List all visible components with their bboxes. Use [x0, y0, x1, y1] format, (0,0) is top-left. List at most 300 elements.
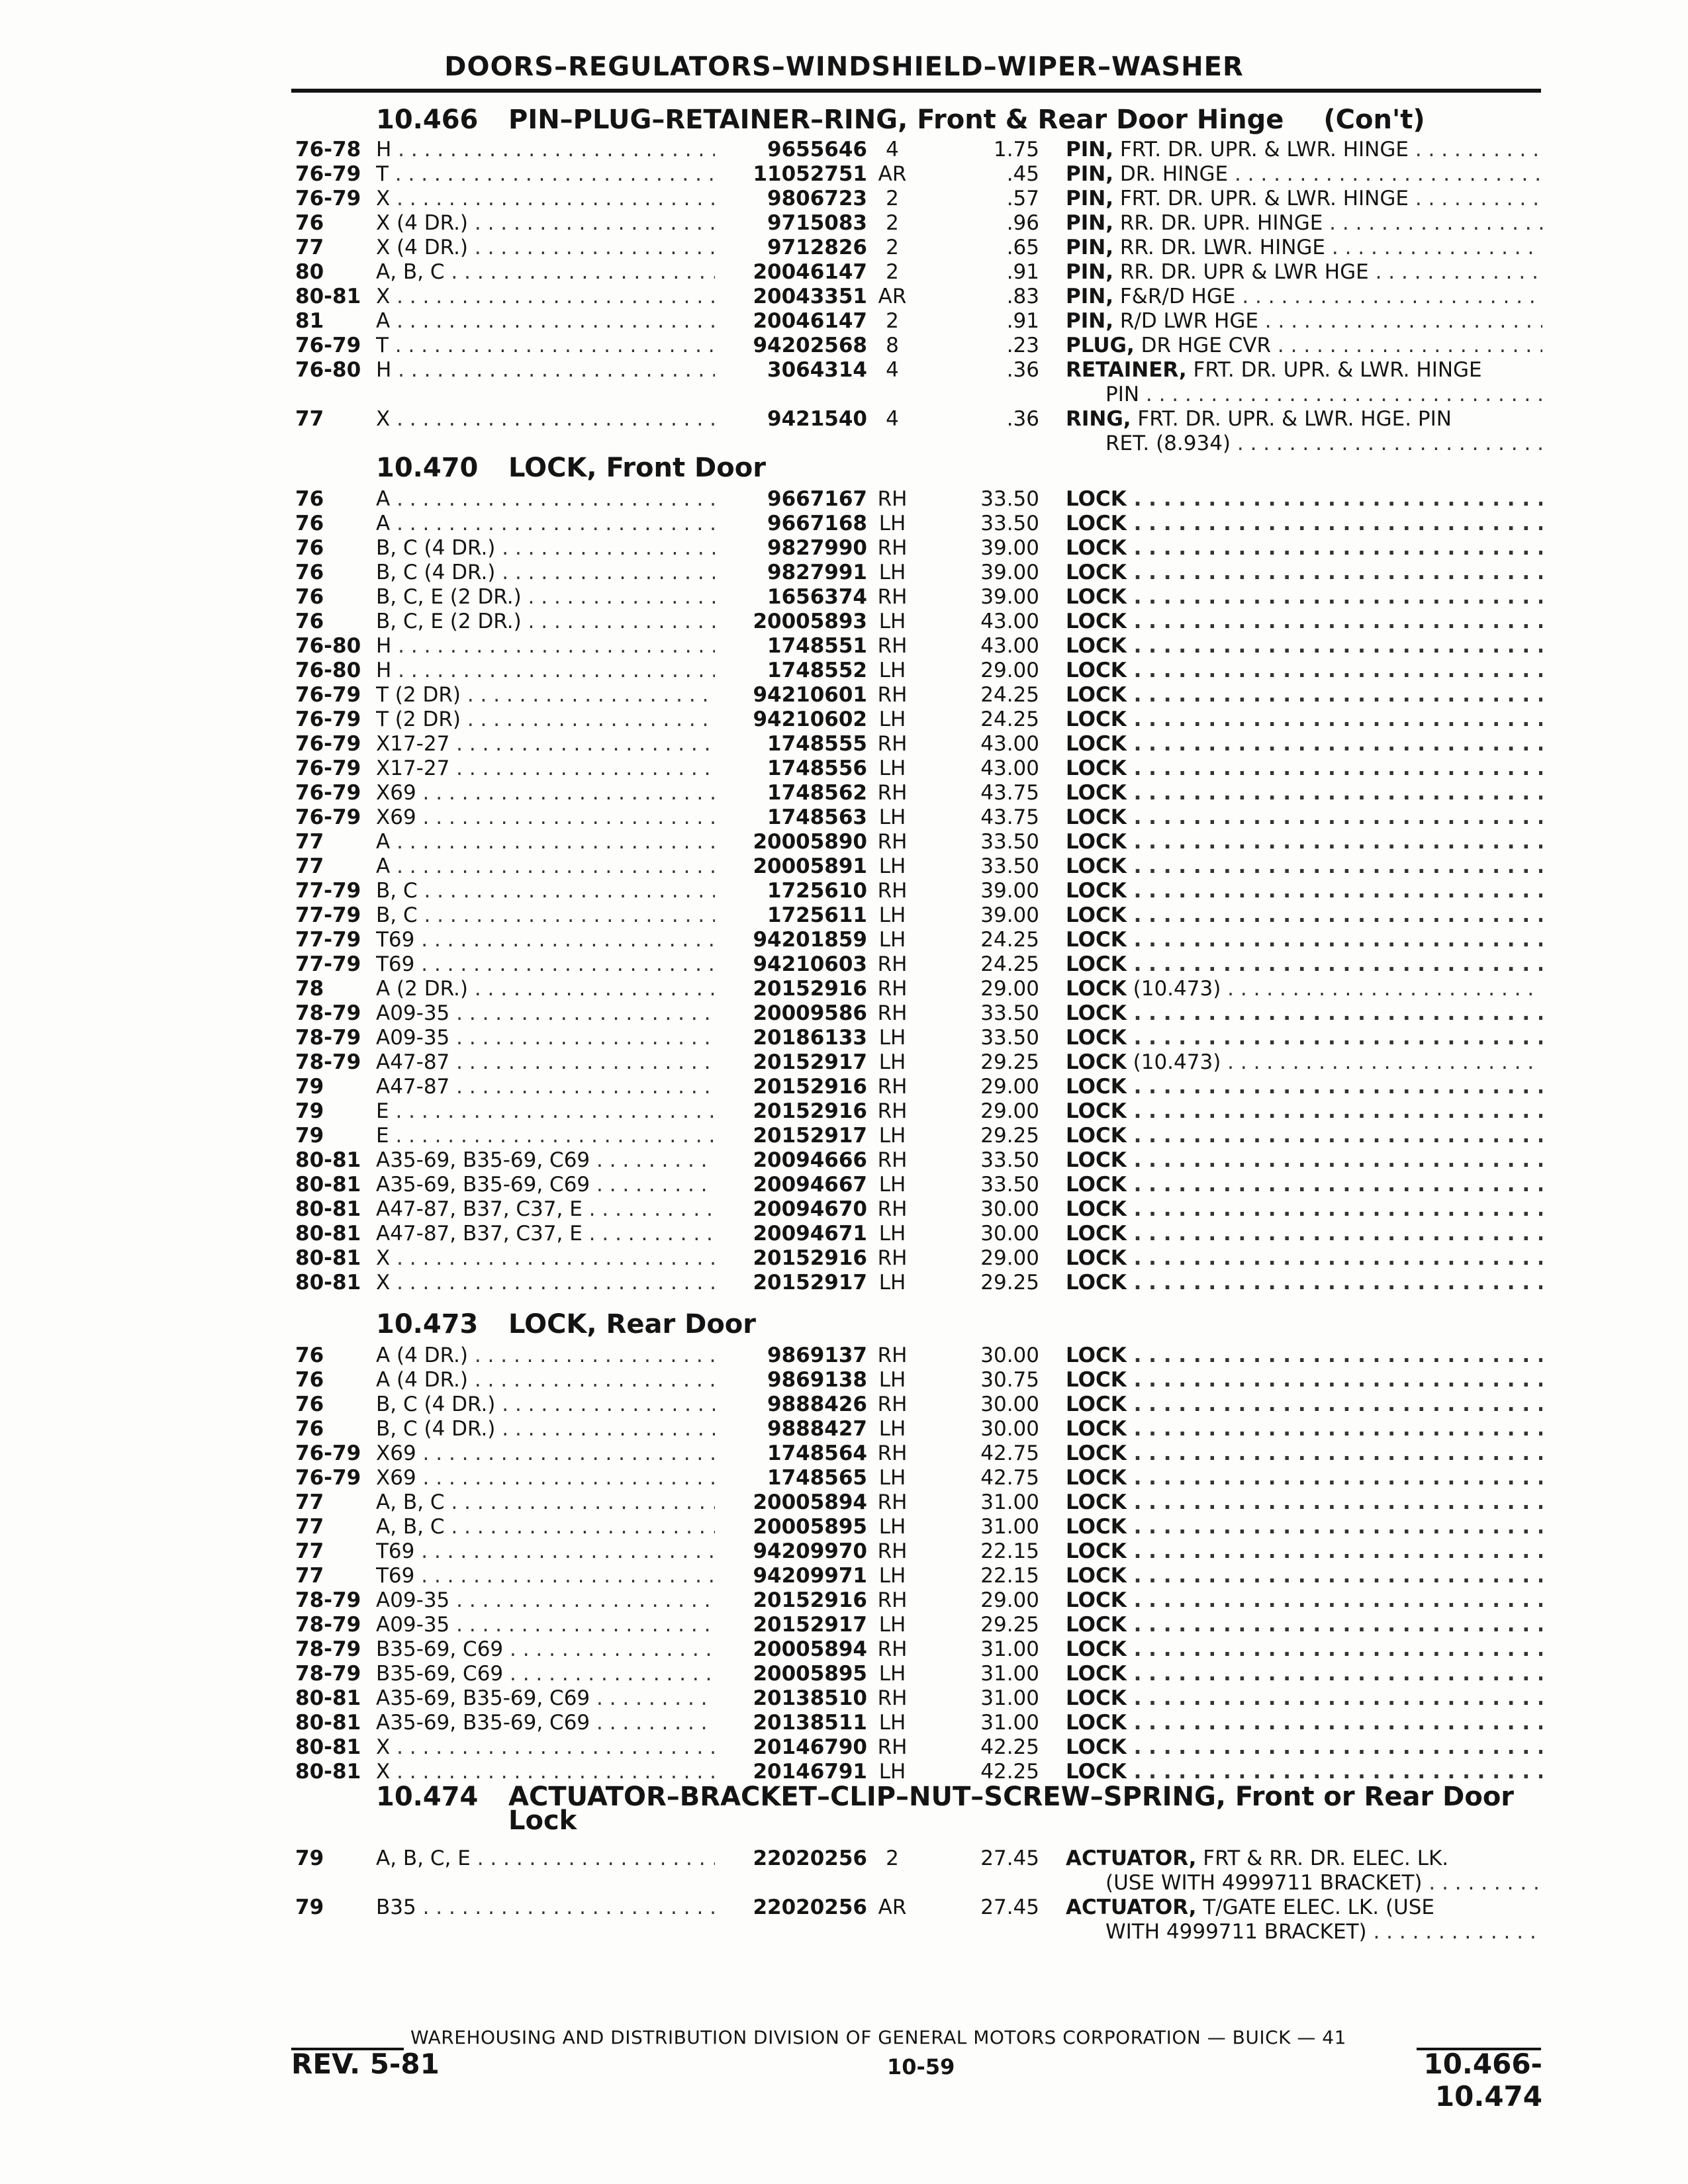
table-row [0, 977, 1688, 1001]
table-row [0, 1637, 1688, 1662]
quantity-cell: RH [877, 1490, 908, 1514]
description-line: LOCK . . . [1066, 1197, 1542, 1222]
price-cell: 42.25 [980, 1735, 1039, 1759]
section-heading-10-466 [376, 105, 1425, 135]
description-line: LOCK . . . [1066, 487, 1542, 512]
description-cell [1066, 1368, 1542, 1392]
part-number-cell: 20152916 [715, 1075, 867, 1099]
quantity-cell: 4 [886, 138, 899, 161]
year-cell: 80-81 [295, 1760, 361, 1784]
model-cell: T . . . [376, 334, 733, 358]
description-cell [1066, 334, 1542, 358]
description-line: LOCK . . . [1066, 1441, 1542, 1466]
year-cell: 80-81 [295, 1222, 361, 1246]
quantity-cell: RH [877, 830, 908, 854]
quantity-cell: LH [878, 756, 906, 780]
year-cell: 76-80 [295, 358, 361, 382]
year-cell: 76-79 [295, 707, 361, 731]
model-cell: A, B, C . . . [376, 260, 733, 285]
quantity-cell: RH [877, 1392, 908, 1416]
price-cell: 43.00 [980, 756, 1039, 780]
description-cell [1066, 487, 1542, 512]
year-cell: 77 [295, 1539, 324, 1563]
model-cell: B35-69, C69 . . . [376, 1637, 733, 1662]
price-cell: .91 [1006, 309, 1039, 333]
description-line: PIN, F&R/D HGE . . . [1066, 285, 1542, 309]
description-cell [1066, 1222, 1542, 1246]
quantity-cell: RH [877, 1637, 908, 1661]
description-cell [1066, 1173, 1542, 1197]
model-cell: A (4 DR.) . . . [376, 1343, 733, 1368]
quantity-cell: LH [878, 1613, 906, 1637]
description-cell [1066, 805, 1542, 830]
part-number-cell: 94210603 [715, 952, 867, 977]
model-cell: A47-87, B37, C37, E . . . [376, 1197, 733, 1222]
year-cell: 78-79 [295, 1662, 361, 1686]
model-cell: A, B, C . . . [376, 1515, 733, 1539]
part-number-cell: 20152916 [715, 1246, 867, 1271]
description-line: LOCK . . . [1066, 1001, 1542, 1026]
price-cell: 29.25 [980, 1050, 1039, 1074]
table-row [0, 1343, 1688, 1368]
section-title-continuation: Lock [508, 1805, 577, 1836]
description-line: PIN, FRT. DR. UPR. & LWR. HINGE . . . [1066, 187, 1542, 211]
description-cell [1066, 1246, 1542, 1271]
part-number-cell: 20146790 [715, 1735, 867, 1760]
table-row [0, 138, 1688, 162]
table-row [0, 1392, 1688, 1417]
price-cell: 24.25 [980, 683, 1039, 707]
part-number-cell: 94210602 [715, 707, 867, 732]
year-cell: 76-79 [295, 683, 361, 707]
page-title: DOORS–REGULATORS–WINDSHIELD–WIPER–WASHER [444, 52, 1244, 82]
year-cell: 76-79 [295, 1441, 361, 1465]
model-cell: A . . . [376, 487, 733, 512]
model-cell: X . . . [376, 407, 733, 432]
price-cell: 27.45 [980, 1895, 1039, 1919]
price-cell: 22.15 [980, 1539, 1039, 1563]
table-row [0, 536, 1688, 561]
model-cell: A . . . [376, 309, 733, 334]
table-row [0, 358, 1688, 407]
quantity-cell: RH [877, 1075, 908, 1099]
description-cell [1066, 928, 1542, 952]
description-line: LOCK . . . [1066, 634, 1542, 659]
price-cell: 30.00 [980, 1197, 1039, 1221]
description-line: LOCK . . . [1066, 561, 1542, 585]
price-cell: 24.25 [980, 928, 1039, 952]
description-cell [1066, 236, 1542, 260]
year-cell: 79 [295, 1124, 324, 1148]
parts-table-10-474 [0, 1846, 1688, 1944]
model-cell: A35-69, B35-69, C69 . . . [376, 1686, 733, 1711]
table-row [0, 707, 1688, 732]
price-cell: 39.00 [980, 536, 1039, 560]
footer-division: WAREHOUSING AND DISTRIBUTION DIVISION OF GENERAL MOTORS CORPORATION — BUICK — 41 [410, 2026, 1346, 2048]
quantity-cell: 2 [886, 309, 899, 333]
part-number-cell: 20005891 [715, 854, 867, 879]
description-line: LOCK . . . [1066, 683, 1542, 707]
table-row [0, 903, 1688, 928]
description-line: LOCK . . . [1066, 610, 1542, 634]
year-cell: 80-81 [295, 1271, 361, 1295]
model-cell: B, C . . . [376, 879, 733, 903]
year-cell: 79 [295, 1075, 324, 1099]
table-row [0, 1846, 1688, 1895]
description-line: ACTUATOR, T/GATE ELEC. LK. (USE [1066, 1895, 1435, 1919]
part-number-cell: 9806723 [715, 187, 867, 211]
model-cell: X69 . . . [376, 781, 733, 805]
part-number-cell: 9888427 [715, 1417, 867, 1441]
quantity-cell: LH [878, 805, 906, 829]
price-cell: 42.25 [980, 1760, 1039, 1784]
part-number-cell: 20046147 [715, 260, 867, 285]
part-number-cell: 94209970 [715, 1539, 867, 1564]
table-row [0, 1613, 1688, 1637]
part-number-cell: 20152917 [715, 1124, 867, 1148]
description-line: LOCK . . . [1066, 1490, 1542, 1515]
year-cell: 80 [295, 260, 324, 284]
description-line: LOCK . . . [1066, 830, 1542, 854]
model-cell: A, B, C, E . . . [376, 1846, 733, 1871]
part-number-cell: 1748564 [715, 1441, 867, 1466]
model-cell: A35-69, B35-69, C69 . . . [376, 1173, 733, 1197]
description-line: LOCK . . . [1066, 781, 1542, 805]
part-number-cell: 20152916 [715, 977, 867, 1001]
description-cell [1066, 1343, 1542, 1368]
price-cell: 29.25 [980, 1124, 1039, 1148]
year-cell: 77-79 [295, 952, 361, 976]
description-continuation: (USE WITH 4999711 BRACKET) . . . [1066, 1871, 1542, 1895]
quantity-cell: RH [877, 1246, 908, 1270]
part-number-cell: 22020256 [715, 1895, 867, 1920]
price-cell: 31.00 [980, 1686, 1039, 1710]
year-cell: 78 [295, 977, 324, 1001]
year-cell: 80-81 [295, 1148, 361, 1172]
table-row [0, 512, 1688, 536]
description-line: LOCK . . . [1066, 1760, 1542, 1784]
year-cell: 80-81 [295, 1173, 361, 1197]
section-number: 10.474 [376, 1782, 479, 1812]
model-cell: T69 . . . [376, 1564, 733, 1588]
quantity-cell: LH [878, 1760, 906, 1784]
description-line: LOCK . . . [1066, 1343, 1542, 1368]
price-cell: 39.00 [980, 561, 1039, 584]
model-cell: H . . . [376, 634, 733, 659]
model-cell: T . . . [376, 162, 733, 187]
description-cell [1066, 610, 1542, 634]
description-cell [1066, 260, 1542, 285]
description-line: LOCK . . . [1066, 1271, 1542, 1295]
year-cell: 80-81 [295, 285, 361, 308]
description-cell [1066, 830, 1542, 854]
part-number-cell: 20094671 [715, 1222, 867, 1246]
description-cell [1066, 309, 1542, 334]
table-row [0, 1417, 1688, 1441]
description-cell [1066, 1099, 1542, 1124]
description-line: LOCK . . . [1066, 1099, 1542, 1124]
year-cell: 77-79 [295, 928, 361, 952]
model-cell: A09-35 . . . [376, 1613, 733, 1637]
part-number-cell: 1725611 [715, 903, 867, 928]
table-row [0, 162, 1688, 187]
year-cell: 76-79 [295, 162, 361, 186]
table-row [0, 407, 1688, 456]
table-row [0, 1075, 1688, 1099]
description-cell [1066, 683, 1542, 707]
revision-date: REV. 5-81 [291, 2048, 440, 2080]
description-cell [1066, 659, 1542, 683]
model-cell: B, C (4 DR.) . . . [376, 536, 733, 561]
price-cell: 31.00 [980, 1711, 1039, 1735]
parts-table-10-473 [0, 1343, 1688, 1784]
description-line: LOCK . . . [1066, 854, 1542, 879]
description-cell [1066, 285, 1542, 309]
section-number: 10.470 [376, 453, 479, 483]
part-number-cell: 20005893 [715, 610, 867, 634]
quantity-cell: RH [877, 1099, 908, 1123]
price-cell: 29.25 [980, 1271, 1039, 1295]
year-cell: 76-79 [295, 187, 361, 210]
quantity-cell: 4 [886, 358, 899, 382]
quantity-cell: RH [877, 879, 908, 903]
part-number-cell: 20005895 [715, 1515, 867, 1539]
description-line: PIN, DR. HINGE . . . [1066, 162, 1542, 187]
section-heading-10-470 [376, 453, 766, 483]
model-cell: T69 . . . [376, 928, 733, 952]
table-row [0, 1026, 1688, 1050]
table-row [0, 756, 1688, 781]
part-number-cell: 9827991 [715, 561, 867, 585]
price-cell: .23 [1006, 334, 1039, 357]
part-number-cell: 20186133 [715, 1026, 867, 1050]
description-cell [1066, 1846, 1542, 1895]
table-row [0, 1222, 1688, 1246]
year-cell: 76 [295, 585, 324, 609]
year-cell: 79 [295, 1895, 324, 1919]
description-line: ACTUATOR, FRT & RR. DR. ELEC. LK. [1066, 1846, 1449, 1870]
table-row [0, 1588, 1688, 1613]
quantity-cell: 8 [886, 334, 899, 357]
model-cell: H . . . [376, 138, 733, 162]
price-cell: 1.75 [993, 138, 1039, 161]
description-line: PIN, RR. DR. UPR & LWR HGE . . . [1066, 260, 1542, 285]
section-title: ACTUATOR–BRACKET–CLIP–NUT–SCREW–SPRING, Front or Rear Door [508, 1782, 1515, 1812]
description-cell [1066, 1050, 1542, 1075]
description-cell [1066, 561, 1542, 585]
description-continuation: WITH 4999711 BRACKET) . . . [1066, 1920, 1542, 1944]
year-cell: 80-81 [295, 1246, 361, 1270]
description-cell [1066, 1075, 1542, 1099]
description-line: LOCK . . . [1066, 707, 1542, 732]
quantity-cell: RH [877, 585, 908, 609]
year-cell: 78-79 [295, 1050, 361, 1074]
table-row [0, 187, 1688, 211]
table-row [0, 928, 1688, 952]
quantity-cell: RH [877, 487, 908, 511]
table-row [0, 1050, 1688, 1075]
table-row [0, 309, 1688, 334]
description-line: LOCK (10.473) . . . [1066, 1050, 1542, 1075]
quantity-cell: LH [878, 1417, 906, 1441]
section-number: 10.473 [376, 1309, 479, 1340]
description-line: PIN, R/D LWR HGE . . . [1066, 309, 1542, 334]
description-cell [1066, 1441, 1542, 1466]
table-row [0, 1099, 1688, 1124]
part-number-cell: 94209971 [715, 1564, 867, 1588]
quantity-cell: LH [878, 1515, 906, 1539]
quantity-cell: RH [877, 977, 908, 1001]
quantity-cell: LH [878, 1124, 906, 1148]
description-cell [1066, 1662, 1542, 1686]
description-line: LOCK . . . [1066, 1564, 1542, 1588]
quantity-cell: AR [878, 162, 907, 186]
quantity-cell: 2 [886, 187, 899, 210]
description-cell [1066, 1001, 1542, 1026]
description-cell [1066, 1895, 1542, 1944]
price-cell: 31.00 [980, 1662, 1039, 1686]
quantity-cell: LH [878, 1050, 906, 1074]
year-cell: 80-81 [295, 1711, 361, 1735]
model-cell: A (2 DR.) . . . [376, 977, 733, 1001]
year-cell: 76 [295, 536, 324, 560]
description-cell [1066, 585, 1542, 610]
description-line: LOCK . . . [1066, 512, 1542, 536]
description-cell [1066, 1588, 1542, 1613]
year-cell: 76 [295, 1368, 324, 1392]
part-number-cell: 94202568 [715, 334, 867, 358]
table-row [0, 1895, 1688, 1944]
description-cell [1066, 854, 1542, 879]
model-cell: X69 . . . [376, 1466, 733, 1490]
price-cell: 39.00 [980, 903, 1039, 927]
description-cell [1066, 977, 1542, 1001]
quantity-cell: 2 [886, 260, 899, 284]
table-row [0, 1271, 1688, 1295]
price-cell: 33.50 [980, 1001, 1039, 1025]
part-number-cell: 20005894 [715, 1637, 867, 1662]
table-row [0, 1466, 1688, 1490]
table-row [0, 1197, 1688, 1222]
quantity-cell: RH [877, 1539, 908, 1563]
year-cell: 76-79 [295, 805, 361, 829]
quantity-cell: LH [878, 1564, 906, 1588]
table-row [0, 1711, 1688, 1735]
part-number-cell: 9869138 [715, 1368, 867, 1392]
model-cell: A (4 DR.) . . . [376, 1368, 733, 1392]
price-cell: 31.00 [980, 1515, 1039, 1539]
year-cell: 79 [295, 1846, 324, 1870]
year-cell: 76 [295, 610, 324, 633]
part-number-cell: 1656374 [715, 585, 867, 610]
quantity-cell: LH [878, 1466, 906, 1490]
parts-table-10-470 [0, 487, 1688, 1295]
quantity-cell: LH [878, 610, 906, 633]
description-cell [1066, 903, 1542, 928]
quantity-cell: 2 [886, 1846, 899, 1870]
description-cell [1066, 1539, 1542, 1564]
part-number-cell: 9715083 [715, 211, 867, 236]
price-cell: .91 [1006, 260, 1039, 284]
price-cell: 43.00 [980, 732, 1039, 756]
part-number-cell: 9421540 [715, 407, 867, 432]
part-number-cell: 1748551 [715, 634, 867, 659]
year-cell: 80-81 [295, 1197, 361, 1221]
quantity-cell: LH [878, 903, 906, 927]
model-cell: X . . . [376, 1271, 733, 1295]
model-cell: B, C, E (2 DR.) . . . [376, 585, 733, 610]
description-line: LOCK . . . [1066, 805, 1542, 830]
year-cell: 76-78 [295, 138, 361, 161]
part-number-cell: 20138510 [715, 1686, 867, 1711]
description-cell [1066, 138, 1542, 162]
price-cell: 33.50 [980, 854, 1039, 878]
quantity-cell: RH [877, 1686, 908, 1710]
price-cell: 29.00 [980, 1099, 1039, 1123]
table-row [0, 879, 1688, 903]
price-cell: 30.00 [980, 1417, 1039, 1441]
model-cell: X . . . [376, 285, 733, 309]
part-number-cell: 20094666 [715, 1148, 867, 1173]
part-number-cell: 1748565 [715, 1466, 867, 1490]
part-number-cell: 94201859 [715, 928, 867, 952]
year-cell: 77 [295, 830, 324, 854]
description-line: LOCK . . . [1066, 1588, 1542, 1613]
year-cell: 77 [295, 407, 324, 431]
year-cell: 77-79 [295, 879, 361, 903]
quantity-cell: LH [878, 1368, 906, 1392]
part-number-cell: 22020256 [715, 1846, 867, 1871]
section-title: PIN–PLUG–RETAINER–RING, Front & Rear Door Hinge [508, 105, 1284, 135]
table-row [0, 781, 1688, 805]
description-cell [1066, 1760, 1542, 1784]
year-cell: 76 [295, 561, 324, 584]
year-cell: 76-79 [295, 1466, 361, 1490]
year-cell: 77 [295, 1515, 324, 1539]
section-range: 10.466-10.474 [1423, 2048, 1542, 2113]
part-number-cell: 9667168 [715, 512, 867, 536]
quantity-cell: RH [877, 634, 908, 658]
model-cell: T69 . . . [376, 952, 733, 977]
model-cell: X17-27 . . . [376, 756, 733, 781]
description-cell [1066, 1637, 1542, 1662]
table-row [0, 236, 1688, 260]
description-line: RING, FRT. DR. UPR. & LWR. HGE. PIN [1066, 407, 1452, 431]
part-number-cell: 20009586 [715, 1001, 867, 1026]
year-cell: 78-79 [295, 1001, 361, 1025]
model-cell: T (2 DR) . . . [376, 683, 733, 707]
model-cell: X . . . [376, 1246, 733, 1271]
description-line: LOCK . . . [1066, 1222, 1542, 1246]
description-line: LOCK . . . [1066, 585, 1542, 610]
model-cell: B, C, E (2 DR.) . . . [376, 610, 733, 634]
price-cell: .65 [1006, 236, 1039, 259]
year-cell: 77 [295, 1564, 324, 1588]
part-number-cell: 9869137 [715, 1343, 867, 1368]
price-cell: 39.00 [980, 585, 1039, 609]
price-cell: 42.75 [980, 1466, 1039, 1490]
model-cell: B, C . . . [376, 903, 733, 928]
table-row [0, 1124, 1688, 1148]
price-cell: 29.00 [980, 1246, 1039, 1270]
year-cell: 76 [295, 211, 324, 235]
table-row [0, 1246, 1688, 1271]
part-number-cell: 9888426 [715, 1392, 867, 1417]
section-continued-note: (Con't) [1323, 105, 1425, 135]
model-cell: A35-69, B35-69, C69 . . . [376, 1711, 733, 1735]
price-cell: 33.50 [980, 830, 1039, 854]
quantity-cell: LH [878, 659, 906, 682]
